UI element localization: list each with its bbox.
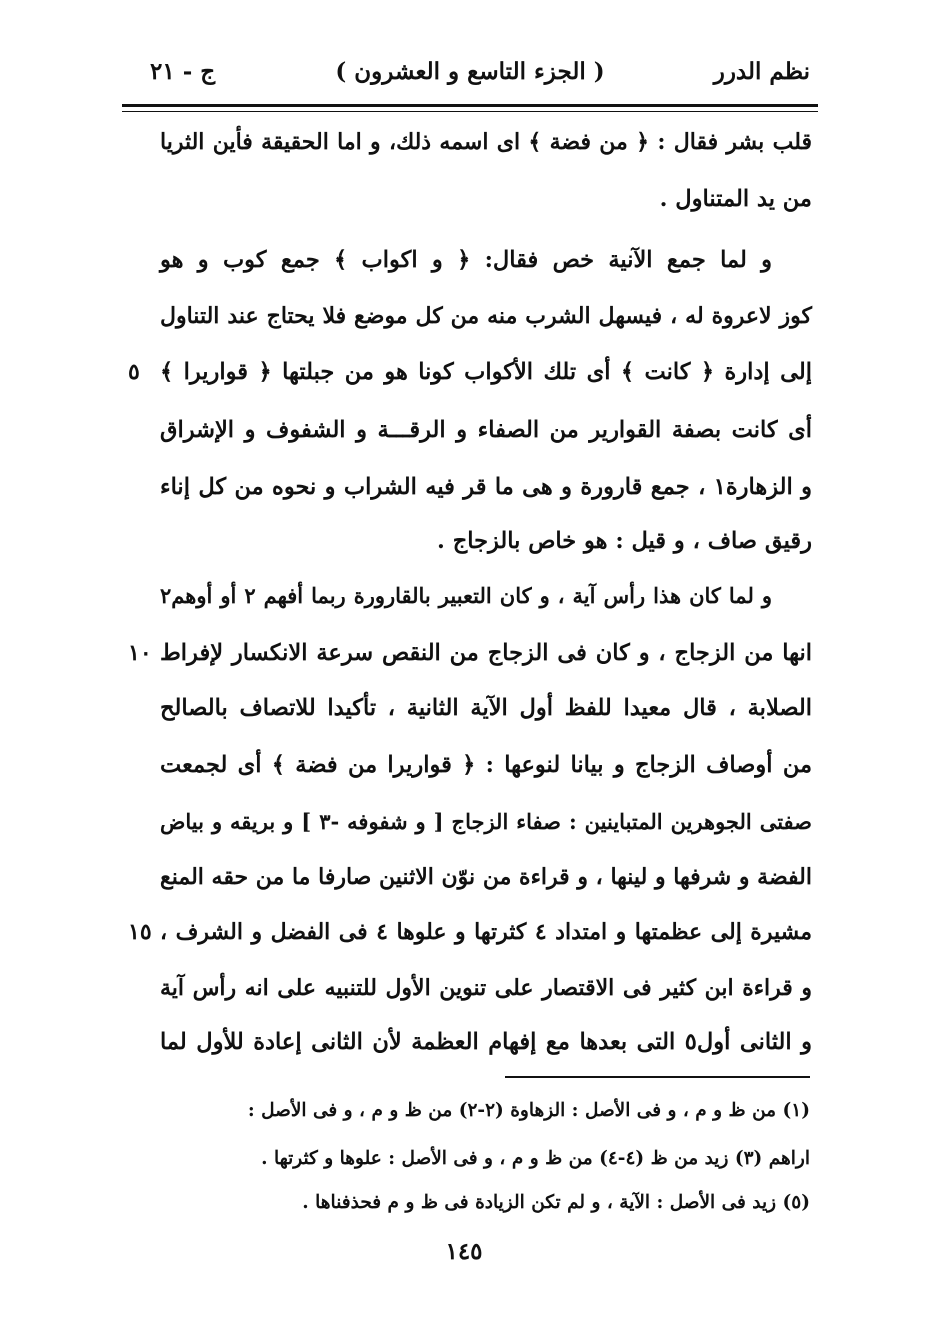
footnote-rule: [505, 1076, 810, 1078]
body-line: قلب بشر فقال : ﴿ من فضة ﴾ اى اسمه ذلك، و اما الحقيقة فأين الثريا: [160, 129, 812, 155]
body-line: إلى إدارة ﴿ كانت ﴾ أى تلك الأكواب كونا هو من جبلتها ﴿ قواريرا ﴾: [160, 359, 812, 385]
body-line: و لما كان هذا رأس آية ، و كان التعبير بالقارورة ربما أفهم ٢ أو أوهم٢: [160, 583, 772, 608]
line-number: ١٥: [128, 919, 152, 945]
body-line: انها من الزجاج ، و كان فى الزجاج من النقص سرعة الانكسار لإفراط: [160, 640, 812, 666]
body-line: و لما جمع الآنية خص فقال: ﴿ و اكواب ﴾ جمع كوب و هو: [160, 247, 772, 273]
body-line: و الزهارة١ ، جمع قارورة و هى ما قر فيه الشراب و نحوه من كل إناء: [160, 474, 812, 500]
body-line: الصلابة ، قال معيدا للفظ أول الآية الثانية ، تأكيدا للاتصاف بالصالح: [160, 695, 812, 721]
body-line: و الثانى أول٥ التى بعدها مع إفهام العظمة لأن الثانى إعادة للأول لما: [160, 1029, 812, 1055]
line-number: ١٠: [128, 640, 152, 666]
body-line: من أوصاف الزجاج و بيانا لنوعها : ﴿ قواريرا من فضة ﴾ أى لجمعت: [160, 752, 812, 778]
body-line: كوز لاعروة له ، فيسهل الشرب منه من كل موضع فلا يحتاج عند التناول: [160, 303, 812, 329]
body-line: من يد المتناول .: [659, 186, 812, 212]
page-number: ١٤٥: [445, 1238, 483, 1265]
header-rule-thick: [122, 104, 818, 107]
footnote-line: (٥) زيد فى الأصل : الآية ، و لم تكن الزيادة فى ظ و م فحذفناها .: [302, 1192, 810, 1213]
header-rule-thin: [122, 111, 818, 112]
body-line: مشيرة إلى عظمتها و امتداد ٤ كثرتها و علوها ٤ فى الفضل و الشرف ،: [160, 919, 813, 945]
volume-reference: ج - ٢١: [150, 58, 216, 85]
body-line: أى كانت بصفة القوارير من الصفاء و الرقـــة و الشفوف و الإشراق: [160, 417, 812, 443]
part-title: ( الجزء التاسع و العشرون ): [335, 58, 605, 85]
body-line: صفتى الجوهرين المتباينين : صفاء الزجاج [ و شفوفه -٣ ] و بريقه و بياض: [160, 809, 812, 834]
body-line: رقيق صاف ، و قيل : هو خاص بالزجاج .: [437, 528, 812, 554]
body-line: الفضة و شرفها و لينها ، و قراءة من نوّن الاثنين صارفا ما من حقه المنع: [160, 864, 812, 890]
book-title: نظم الدرر: [713, 58, 810, 85]
body-line: و قراءة ابن كثير فى الاقتصار على تنوين الأول للتنبيه على انه رأس آية: [160, 975, 812, 1001]
footnote-line: اراهم (٣) زيد من ظ (٤-٤) من ظ و م ، و فى الأصل : علوها و كثرتها .: [261, 1148, 810, 1169]
footnote-line: (١) من ظ و م ، و فى الأصل : الزهاوة (٢-٢) من ظ و م ، و فى الأصل :: [247, 1100, 810, 1121]
line-number: ٥: [128, 359, 140, 385]
running-header: [130, 52, 810, 96]
